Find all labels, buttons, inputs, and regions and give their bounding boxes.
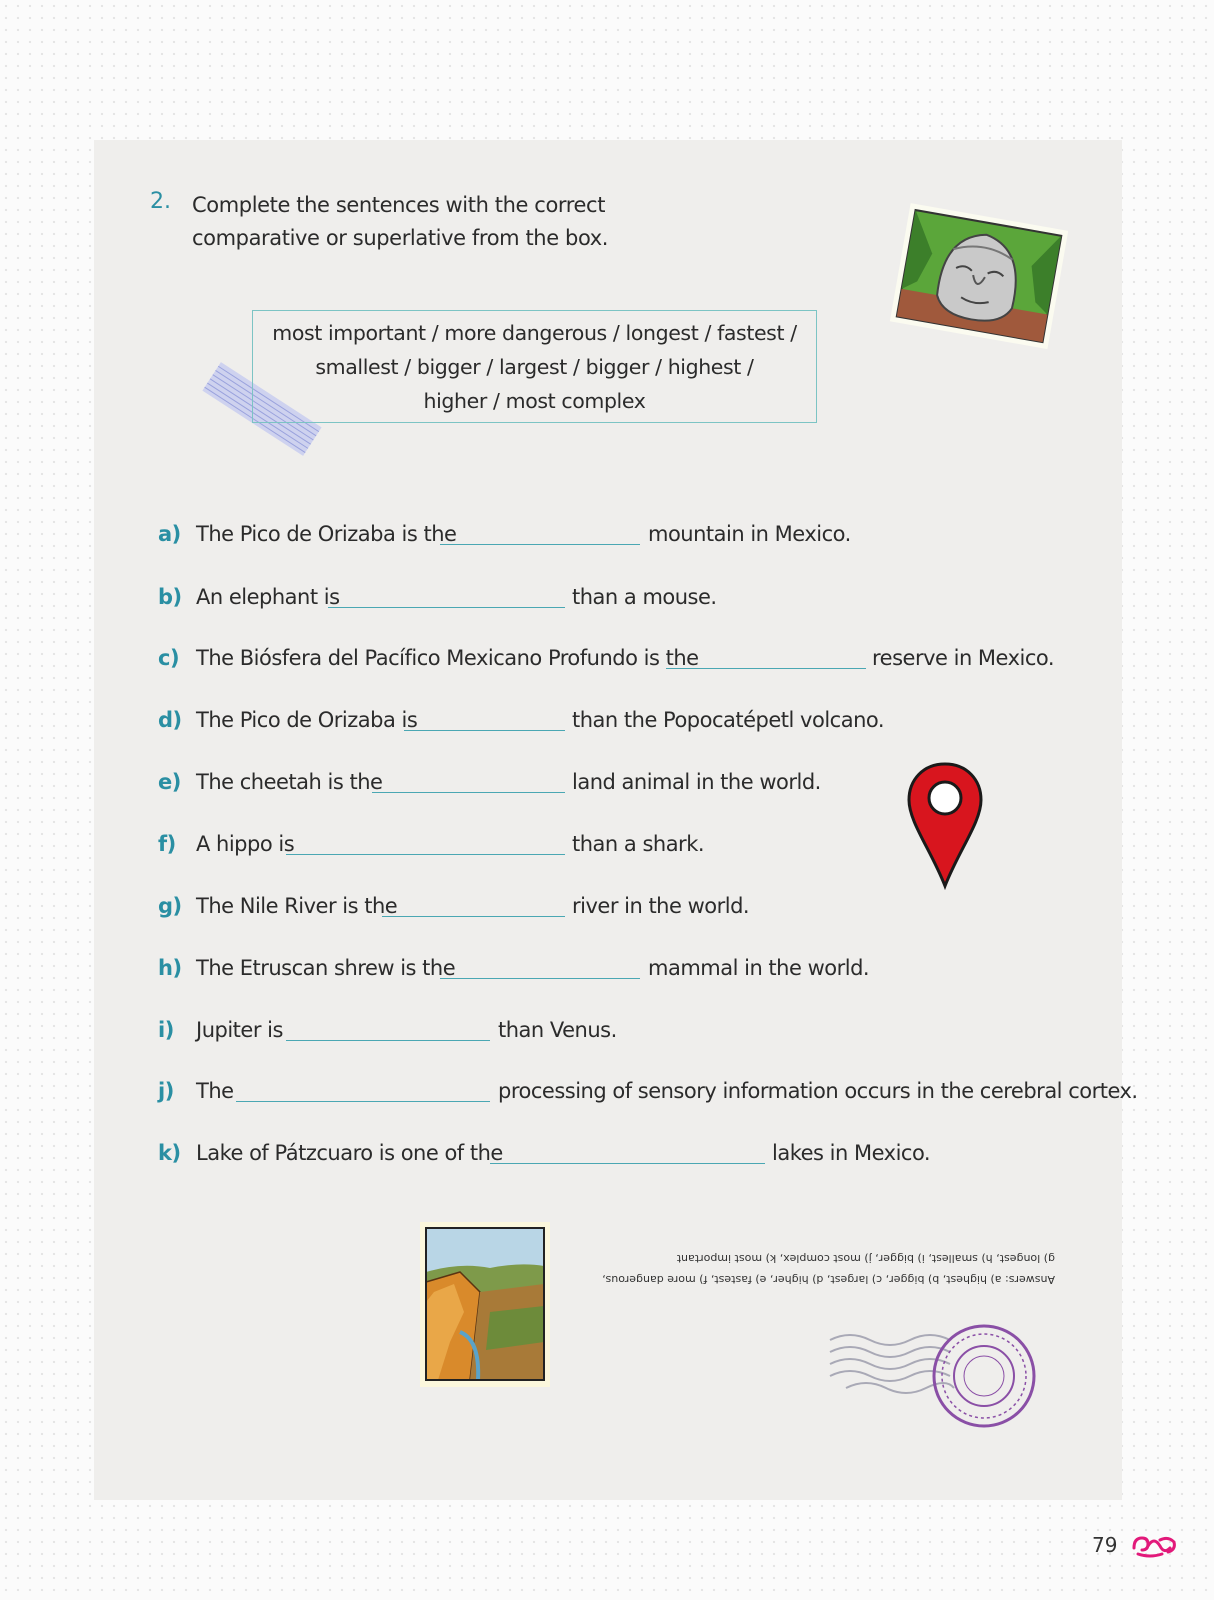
answer-key-line: g) longest, h) smallest, i) bigger, j) most complex, k) most important <box>676 1252 1055 1265</box>
item-label: j) <box>158 1079 174 1103</box>
sentence-text: than the Popocatépetl volcano. <box>572 708 885 732</box>
postmark-stamp <box>826 1320 1041 1435</box>
item-label: c) <box>158 646 180 670</box>
word-box-line: higher / most complex <box>423 389 646 413</box>
answer-blank[interactable] <box>286 1040 490 1041</box>
sentence-text: Lake of Pátzcuaro is one of the <box>196 1141 503 1165</box>
exercise-instruction: Complete the sentences with the correct comparative or superlative from the box. <box>192 193 609 250</box>
sentence-text: The Biósfera del Pacífico Mexicano Profundo is the <box>196 646 699 670</box>
sentence-text: The Etruscan shrew is the <box>196 956 456 980</box>
word-box-line: smallest / bigger / largest / bigger / highest / <box>315 355 754 379</box>
answer-blank[interactable] <box>440 544 640 545</box>
word-box <box>252 310 817 423</box>
map-pin-icon <box>905 760 985 890</box>
sentence-text: mountain in Mexico. <box>648 522 851 546</box>
sentence-text: A hippo is <box>196 832 295 856</box>
sentence-text: The Pico de Orizaba is the <box>196 522 457 546</box>
exercise-number: 2. <box>150 189 171 214</box>
sentence-text: Jupiter is <box>196 1018 283 1042</box>
answer-blank[interactable] <box>404 730 565 731</box>
item-label: g) <box>158 894 182 918</box>
answer-blank[interactable] <box>440 978 640 979</box>
sentence-text: The Nile River is the <box>196 894 398 918</box>
canyon-picture <box>420 1222 550 1387</box>
sentence-text: An elephant is <box>196 585 340 609</box>
answer-blank[interactable] <box>372 792 565 793</box>
item-label: h) <box>158 956 182 980</box>
page-number: 79 <box>1092 1533 1118 1557</box>
answer-blank[interactable] <box>666 668 866 669</box>
item-label: f) <box>158 832 176 856</box>
answer-key-line: Answers: a) highest, b) bigger, c) largest, d) higher, e) fastest, f) more dangerous, <box>602 1273 1055 1286</box>
item-label: k) <box>158 1141 181 1165</box>
sentence-text: The Pico de Orizaba is <box>196 708 418 732</box>
sentence-text: lakes in Mexico. <box>772 1141 931 1165</box>
sentence-text: river in the world. <box>572 894 750 918</box>
item-label: a) <box>158 522 181 546</box>
sentence-text: processing of sensory information occurs in the cerebral cortex. <box>498 1079 1138 1103</box>
answer-blank[interactable] <box>490 1163 765 1164</box>
sentence-text: than a shark. <box>572 832 705 856</box>
publisher-logo <box>1130 1532 1178 1560</box>
olmec-head-picture <box>888 202 1068 362</box>
sentence-text: than a mouse. <box>572 585 717 609</box>
answer-blank[interactable] <box>382 916 565 917</box>
item-label: i) <box>158 1018 174 1042</box>
sentence-text: The <box>196 1079 234 1103</box>
answer-key <box>602 1248 1055 1290</box>
item-label: b) <box>158 585 182 609</box>
answer-blank[interactable] <box>236 1101 490 1102</box>
answer-blank[interactable] <box>328 607 565 608</box>
sentence-text: than Venus. <box>498 1018 617 1042</box>
word-box-line: most important / more dangerous / longest / fastest / <box>272 321 797 345</box>
sentence-text: reserve in Mexico. <box>872 646 1055 670</box>
sentence-text: The cheetah is the <box>196 770 383 794</box>
sentence-text: land animal in the world. <box>572 770 821 794</box>
item-label: e) <box>158 770 181 794</box>
item-label: d) <box>158 708 182 732</box>
sentence-text: mammal in the world. <box>648 956 870 980</box>
answer-blank[interactable] <box>286 854 565 855</box>
